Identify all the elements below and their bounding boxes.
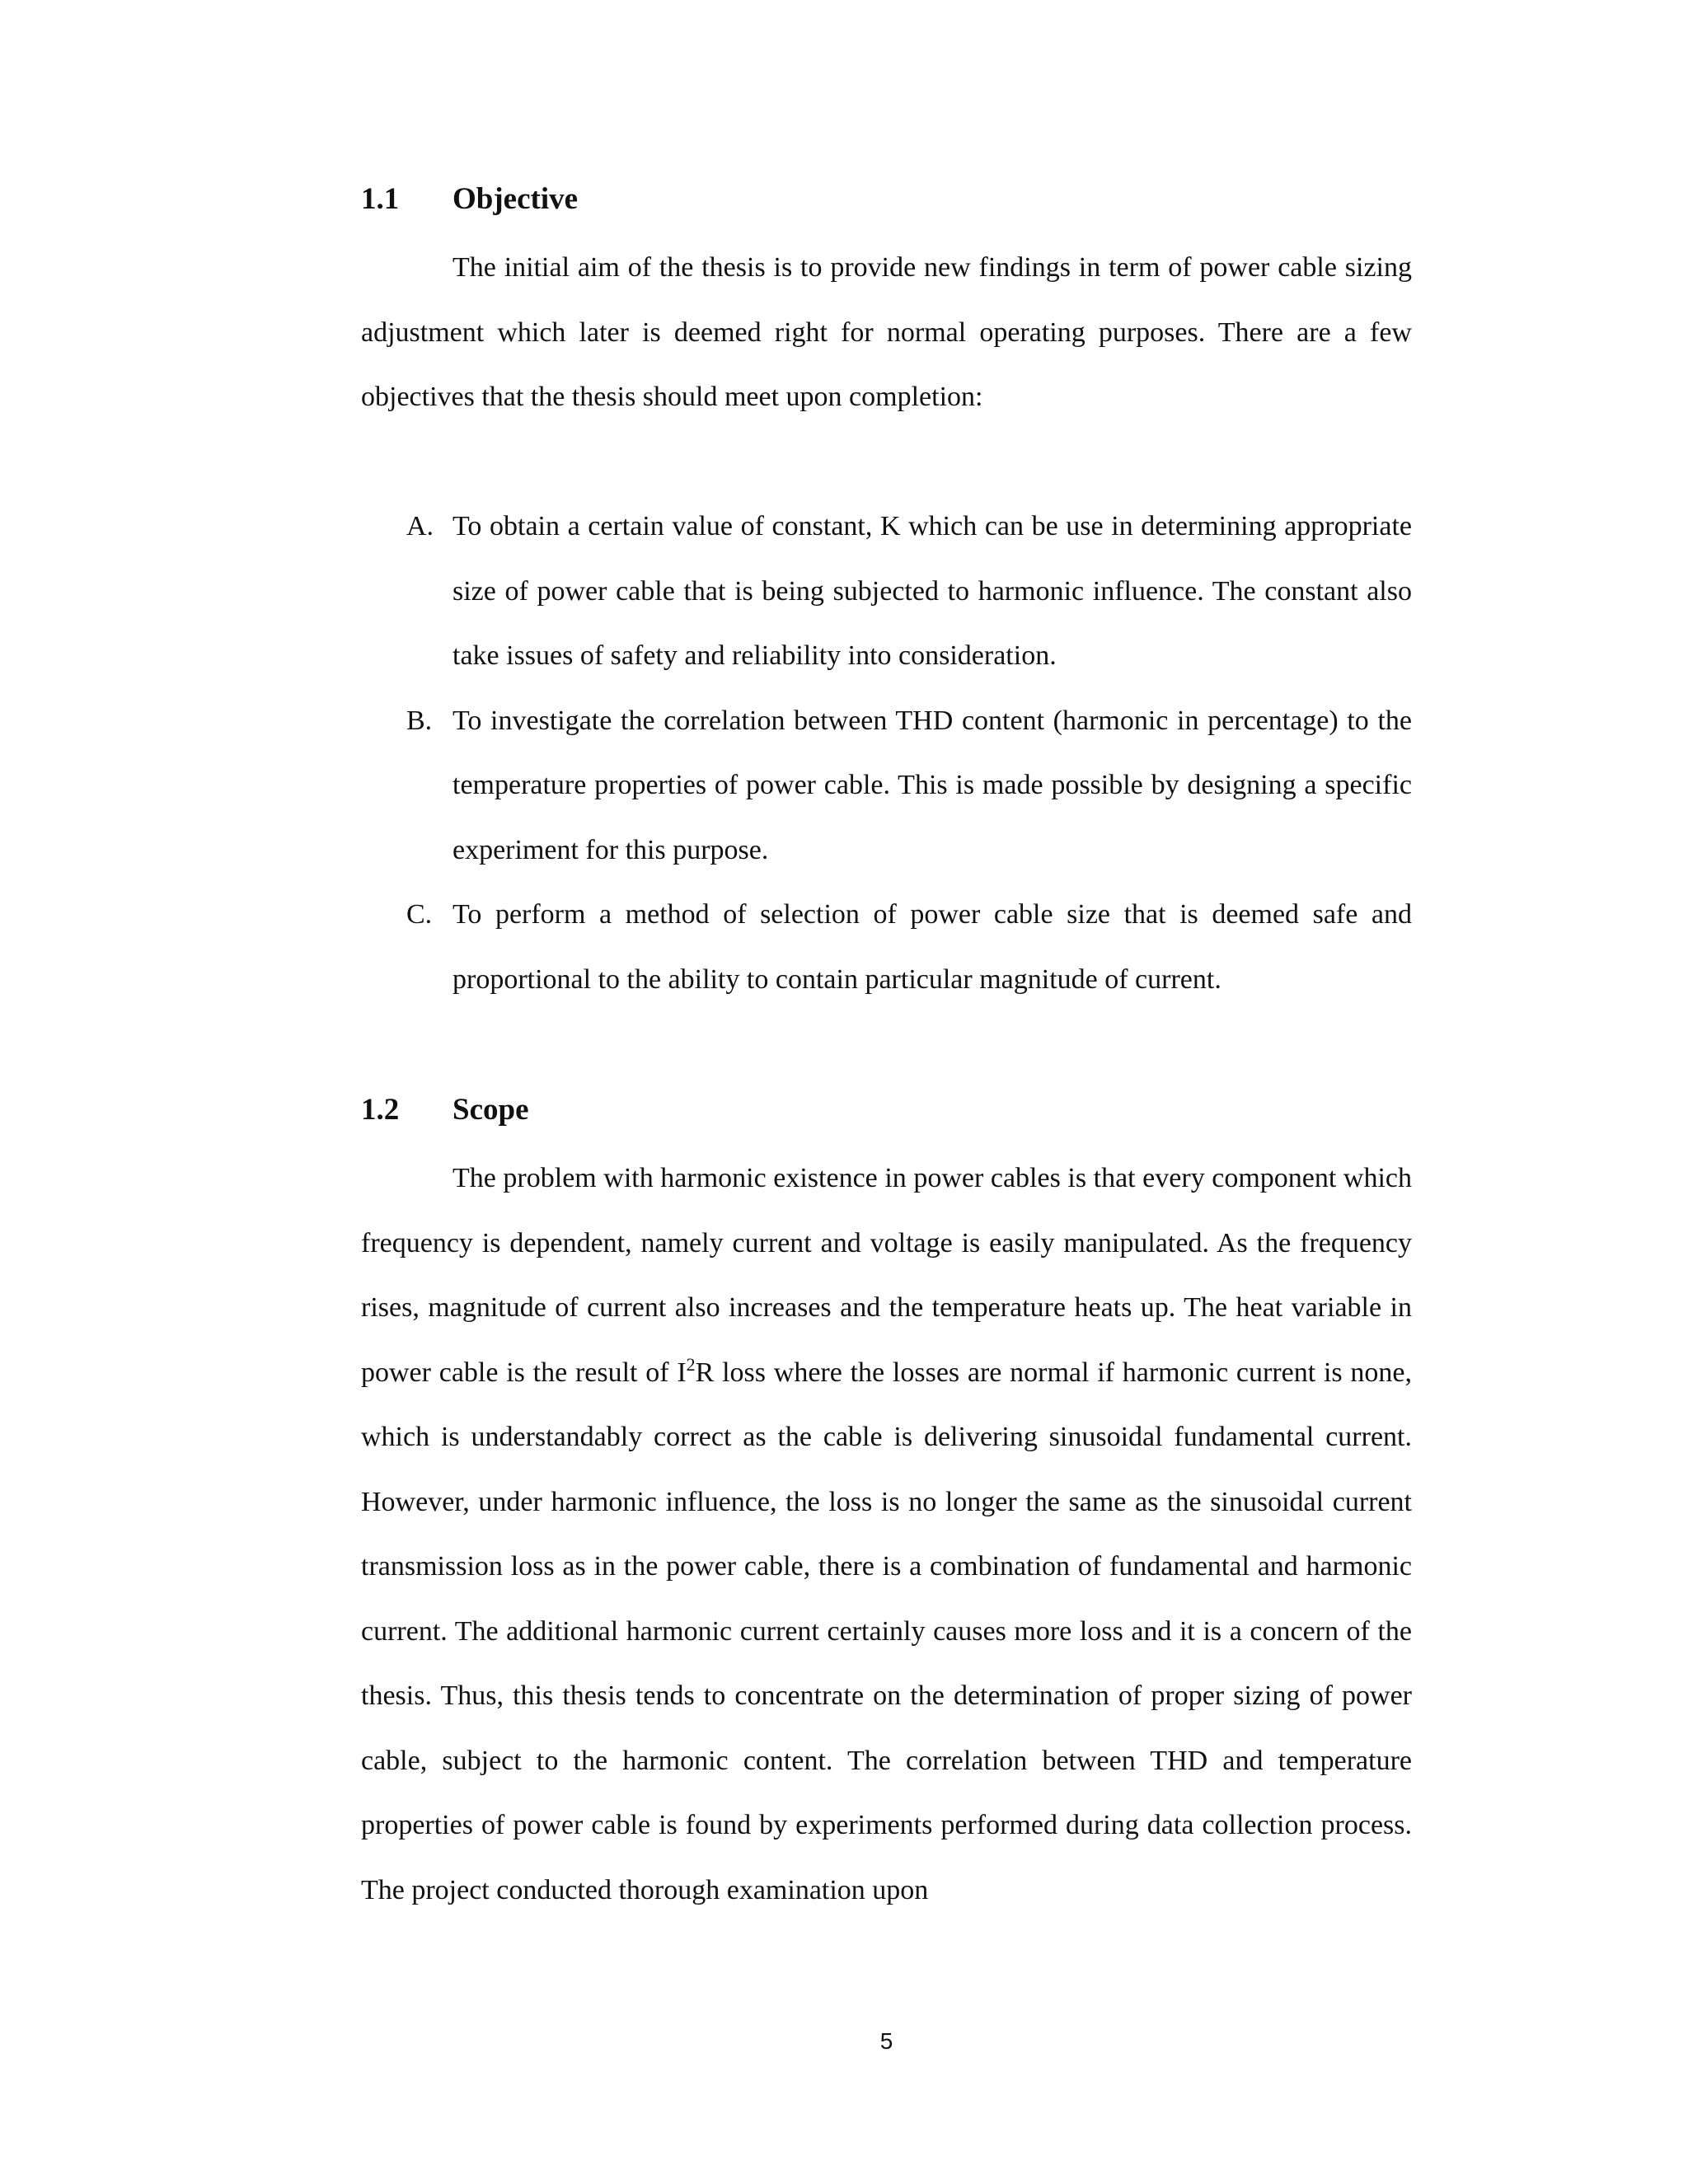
section-heading-objective: [361, 181, 578, 218]
page-number: 5: [879, 2028, 893, 2054]
list-item-text: To investigate the correlation between THD content (harmonic in percentage) to the temperature properties of power cable. This is made possible by designing a specific experiment for this purpose.: [452, 705, 1412, 865]
scope-text-part-2: R loss where the losses are normal if harmonic current is none, which is understandably correct as the cable is delivering sinusoidal fundamental current. However, under harmonic influence, the loss is no longer the same as the sinusoidal current transmission loss as in the power cable, there is a combination of fundamental and harmonic current. The additional harmonic current certainly causes more loss and it is a concern of the thesis. Thus, this thesis tends to concentrate on the determination of proper sizing of power cable, subject to the harmonic content. The correlation between THD and temperature properties of power cable is found by experiments performed during data collection process. The project conducted thorough examination upon: [361, 1357, 1412, 1905]
list-item-text: To obtain a certain value of constant, K which can be use in determining appropriate size of power cable that is being subjected to harmonic influence. The constant also take issues of safety and reliability into consideration.: [452, 511, 1412, 671]
list-item: [361, 689, 1412, 883]
section-title: Objective: [452, 182, 579, 216]
scope-text-part-1: The problem with harmonic existence in power cables is that every component which frequency is dependent, namely current and voltage is easily manipulated. As the frequency rises, magnitude of current also increases and the temperature heats up. The heat variable in power cable is the result of I: [361, 1163, 1412, 1388]
list-item: [361, 494, 1412, 689]
section-heading-scope: [361, 1092, 529, 1128]
superscript-exponent: 2: [686, 1353, 696, 1375]
section-number: 1.2: [361, 1093, 400, 1127]
objectives-list: [361, 494, 1412, 1012]
list-marker: C.: [406, 899, 433, 930]
objective-paragraph: The initial aim of the thesis is to provide new findings in term of power cable sizing adjustment which later is deemed right for normal operating purposes. There are a few objectives that the thesis should meet upon completion:: [361, 252, 1412, 412]
section-title: Scope: [452, 1093, 529, 1127]
list-item: [361, 883, 1412, 1012]
scope-paragraph: [361, 1146, 1412, 1923]
document-page: [361, 0, 1412, 2184]
list-marker: B.: [406, 705, 433, 736]
list-item-text: To perform a method of selection of power cable size that is deemed safe and proportional to the ability to contain particular magnitude of current.: [452, 899, 1412, 995]
section-number: 1.1: [361, 182, 400, 216]
list-marker: A.: [406, 511, 434, 541]
